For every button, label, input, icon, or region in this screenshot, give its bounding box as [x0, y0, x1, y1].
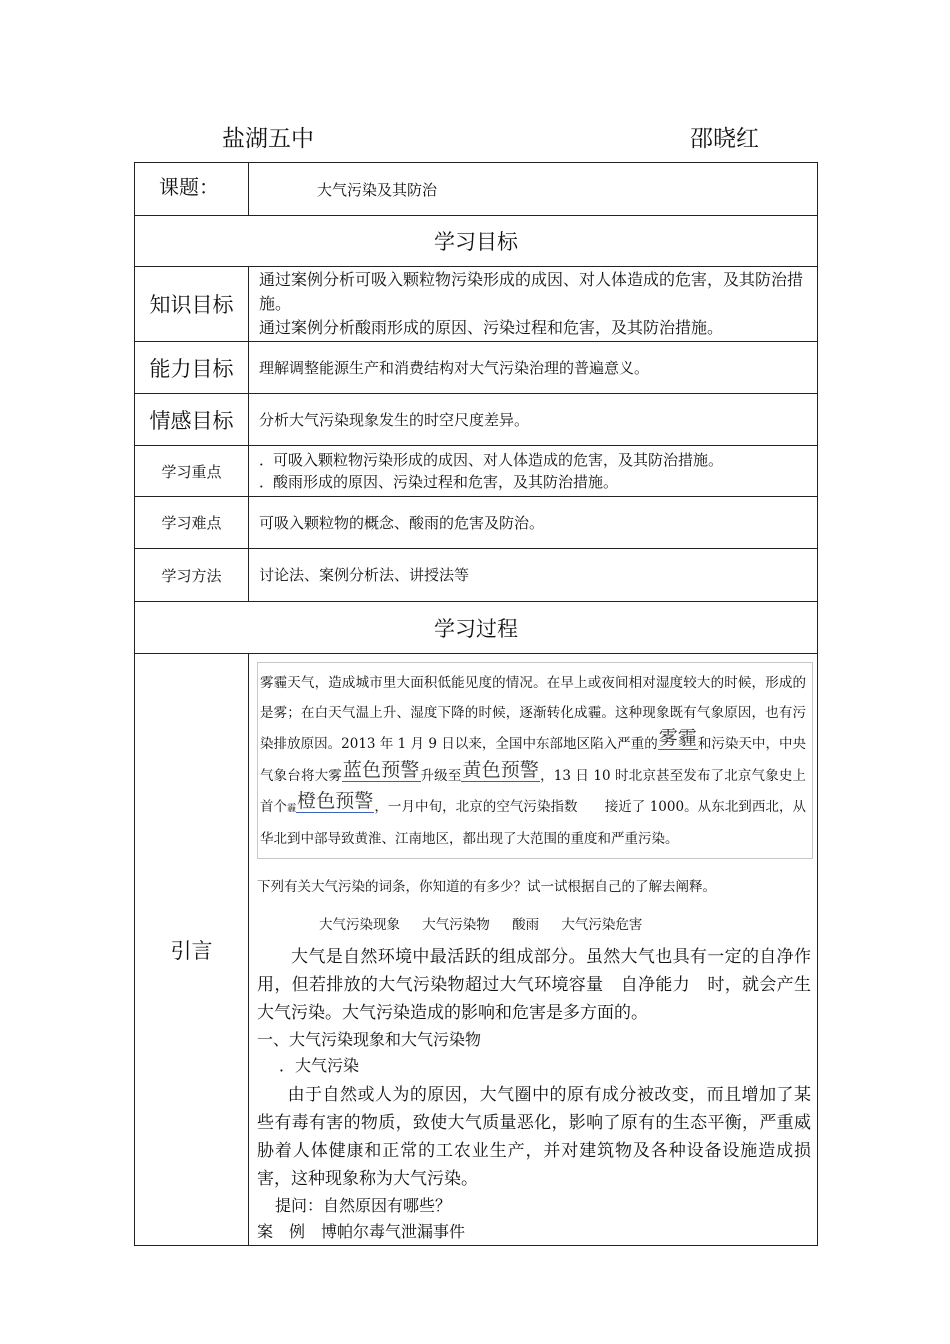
question-prompt: 提问：自然原因有哪些？: [275, 1196, 452, 1215]
highlight-orange-warning: 橙色预警: [297, 790, 374, 812]
knowledge-row: [135, 267, 818, 342]
intro-row: [135, 654, 818, 1246]
section-heading-1: 一、大气污染现象和大气污染物: [257, 1030, 482, 1049]
method-row: [135, 549, 818, 602]
ability-text: 理解调整能源生产和消费结构对大气污染治理的普遍意义。: [249, 342, 818, 394]
highlight-yellow-warning: 黄色预警: [462, 758, 540, 781]
ability-row: [135, 342, 818, 394]
term-list: [319, 913, 817, 933]
knowledge-line-1: 通过案例分析可吸入颗粒物污染形成的成因、对人体造成的危害，及其防治措施。: [259, 270, 804, 313]
difficulty-text: 可吸入颗粒物的概念、酸雨的危害及防治。: [249, 497, 818, 549]
focus-line-2: ．酸雨形成的原因、污染过程和危害，及其防治措施。: [259, 473, 619, 491]
pollution-definition: 由于自然或人为的原因，大气圈中的原有成分被改变，而且增加了某些有毒有害的物质，致使大气质量恶化，影响了原有的生态平衡，严重威胁着人体健康和正常的工农业生产，并对建筑物及各种设备设施造成损害，这种现象称为大气污染。: [257, 1085, 811, 1189]
term-item: 酸雨: [512, 917, 540, 933]
focus-label: 学习重点: [135, 446, 249, 497]
difficulty-label: 学习难点: [135, 497, 249, 549]
highlight-smog: 雾霾: [658, 727, 697, 749]
teacher-name: 邵晓红: [690, 126, 759, 152]
process-section-row: [135, 602, 818, 654]
smog-case-box: 雾霾天气，造成城市里大面积低能见度的情况。在早上或夜间相对湿度较大的时候，形成的是雾；在白天气温上升、湿度下降的时候，逐渐转化成霾。这种现象既有气象原因，也有污染排放原因。2013 年 1 月 9 日以来，全国中东部地区陷入严重的雾霾和污染天中，中央气象台将大雾蓝色预警升级至黄色预警，13 日 10 时北京甚至发布了北京气象史上首个霾橙色预警，一月中旬，北京的空气污染指数 接近了 1000。从东北到西北，从华北到中部导致黄淮、江南地区，都出现了大范围的重度和严重污染。: [257, 662, 813, 859]
method-text: 讨论法、案例分析法、讲授法等: [249, 549, 818, 602]
atmosphere-paragraph: 大气是自然环境中最活跃的组成部分。虽然大气也具有一定的自净作用，但若排放的大气污染物超过大气环境容量 自净能力 时，就会产生大气污染。大气污染造成的影响和危害是多方面的。: [257, 947, 811, 1023]
lesson-plan-table: [134, 162, 818, 1246]
focus-line-1: ．可吸入颗粒物污染形成的成因、对人体造成的危害，及其防治措施。: [259, 451, 724, 469]
goals-section-row: [135, 216, 818, 267]
term-item: 大气污染危害: [561, 917, 643, 933]
highlight-blue-warning: 蓝色预警: [342, 758, 420, 781]
focus-row: [135, 446, 818, 497]
emotion-text: 分析大气污染现象发生的时空尺度差异。: [249, 394, 818, 446]
emotion-row: [135, 394, 818, 446]
term-item: 大气污染现象: [319, 917, 400, 933]
difficulty-row: [135, 497, 818, 549]
case-title: 案 例 博帕尔毒气泄漏事件: [257, 1222, 466, 1241]
method-label: 学习方法: [135, 549, 249, 602]
intro-label: 引言: [135, 654, 249, 1246]
topic-row: [135, 163, 818, 216]
school-name: 盐湖五中: [222, 126, 314, 152]
goals-section-title: 学习目标: [135, 216, 818, 267]
topic-value: 大气污染及其防治: [249, 163, 818, 216]
knowledge-line-2: 通过案例分析酸雨形成的原因、污染过程和危害，及其防治措施。: [259, 318, 724, 337]
ability-label: 能力目标: [135, 342, 249, 394]
intro-question: 下列有关大气污染的词条，你知道的有多少？试一试根据自己的了解去阐释。: [257, 879, 716, 895]
emotion-label: 情感目标: [135, 394, 249, 446]
topic-label: 课题：: [135, 163, 249, 216]
term-item: 大气污染物: [422, 917, 490, 933]
subsection-heading: ．大气污染: [279, 1056, 360, 1075]
knowledge-label: 知识目标: [135, 267, 249, 342]
process-section-title: 学习过程: [135, 602, 818, 654]
